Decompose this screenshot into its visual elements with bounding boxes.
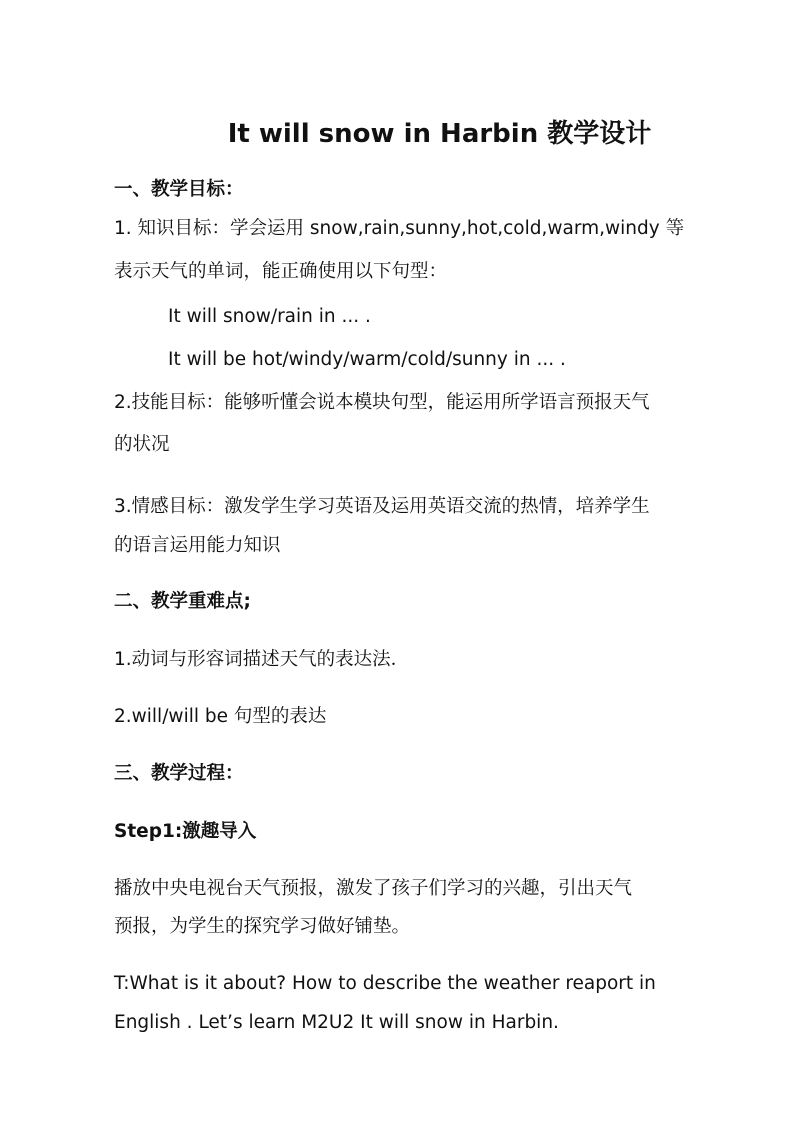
knowledge-objective-line-2: 表示天气的单词，能正确使用以下句型： bbox=[114, 261, 448, 282]
section-heading-objectives: 一、教学目标： bbox=[114, 179, 244, 200]
step1-heading: Step1:激趣导入 bbox=[114, 821, 257, 842]
section-heading-process: 三、教学过程： bbox=[114, 763, 244, 784]
teacher-dialogue-line-1: T:What is it about? How to describe the weather reaport in bbox=[114, 973, 656, 994]
emotion-objective-line-1: 3.情感目标：激发学生学习英语及运用英语交流的热情，培养学生 bbox=[114, 496, 650, 517]
emotion-objective-line-2: 的语言运用能力知识 bbox=[114, 535, 281, 556]
sentence-pattern-1: It will snow/rain in ... . bbox=[168, 306, 371, 327]
step1-paragraph-line-1: 播放中央电视台天气预报，激发了孩子们学习的兴趣，引出天气 bbox=[114, 878, 633, 899]
skill-objective-line-1: 2.技能目标：能够听懂会说本模块句型，能运用所学语言预报天气 bbox=[114, 392, 650, 413]
key-point-1: 1.动词与形容词描述天气的表达法． bbox=[114, 649, 410, 670]
sentence-pattern-2: It will be hot/windy/warm/cold/sunny in ... . bbox=[168, 349, 566, 370]
document-title: It will snow in Harbin 教学设计 bbox=[227, 119, 652, 149]
skill-objective-line-2: 的状况 bbox=[114, 434, 170, 455]
key-point-2: 2.will/will be 句型的表达 bbox=[114, 706, 327, 727]
knowledge-objective-line-1: 1. 知识目标：学会运用 snow,rain,sunny,hot,cold,warm,windy 等 bbox=[114, 218, 685, 239]
step1-paragraph-line-2: 预报，为学生的探究学习做好铺垫。 bbox=[114, 916, 411, 937]
teacher-dialogue-line-2: English . Let’s learn M2U2 It will snow in Harbin. bbox=[114, 1012, 559, 1033]
section-heading-key-points: 二、教学重难点; bbox=[114, 591, 251, 612]
